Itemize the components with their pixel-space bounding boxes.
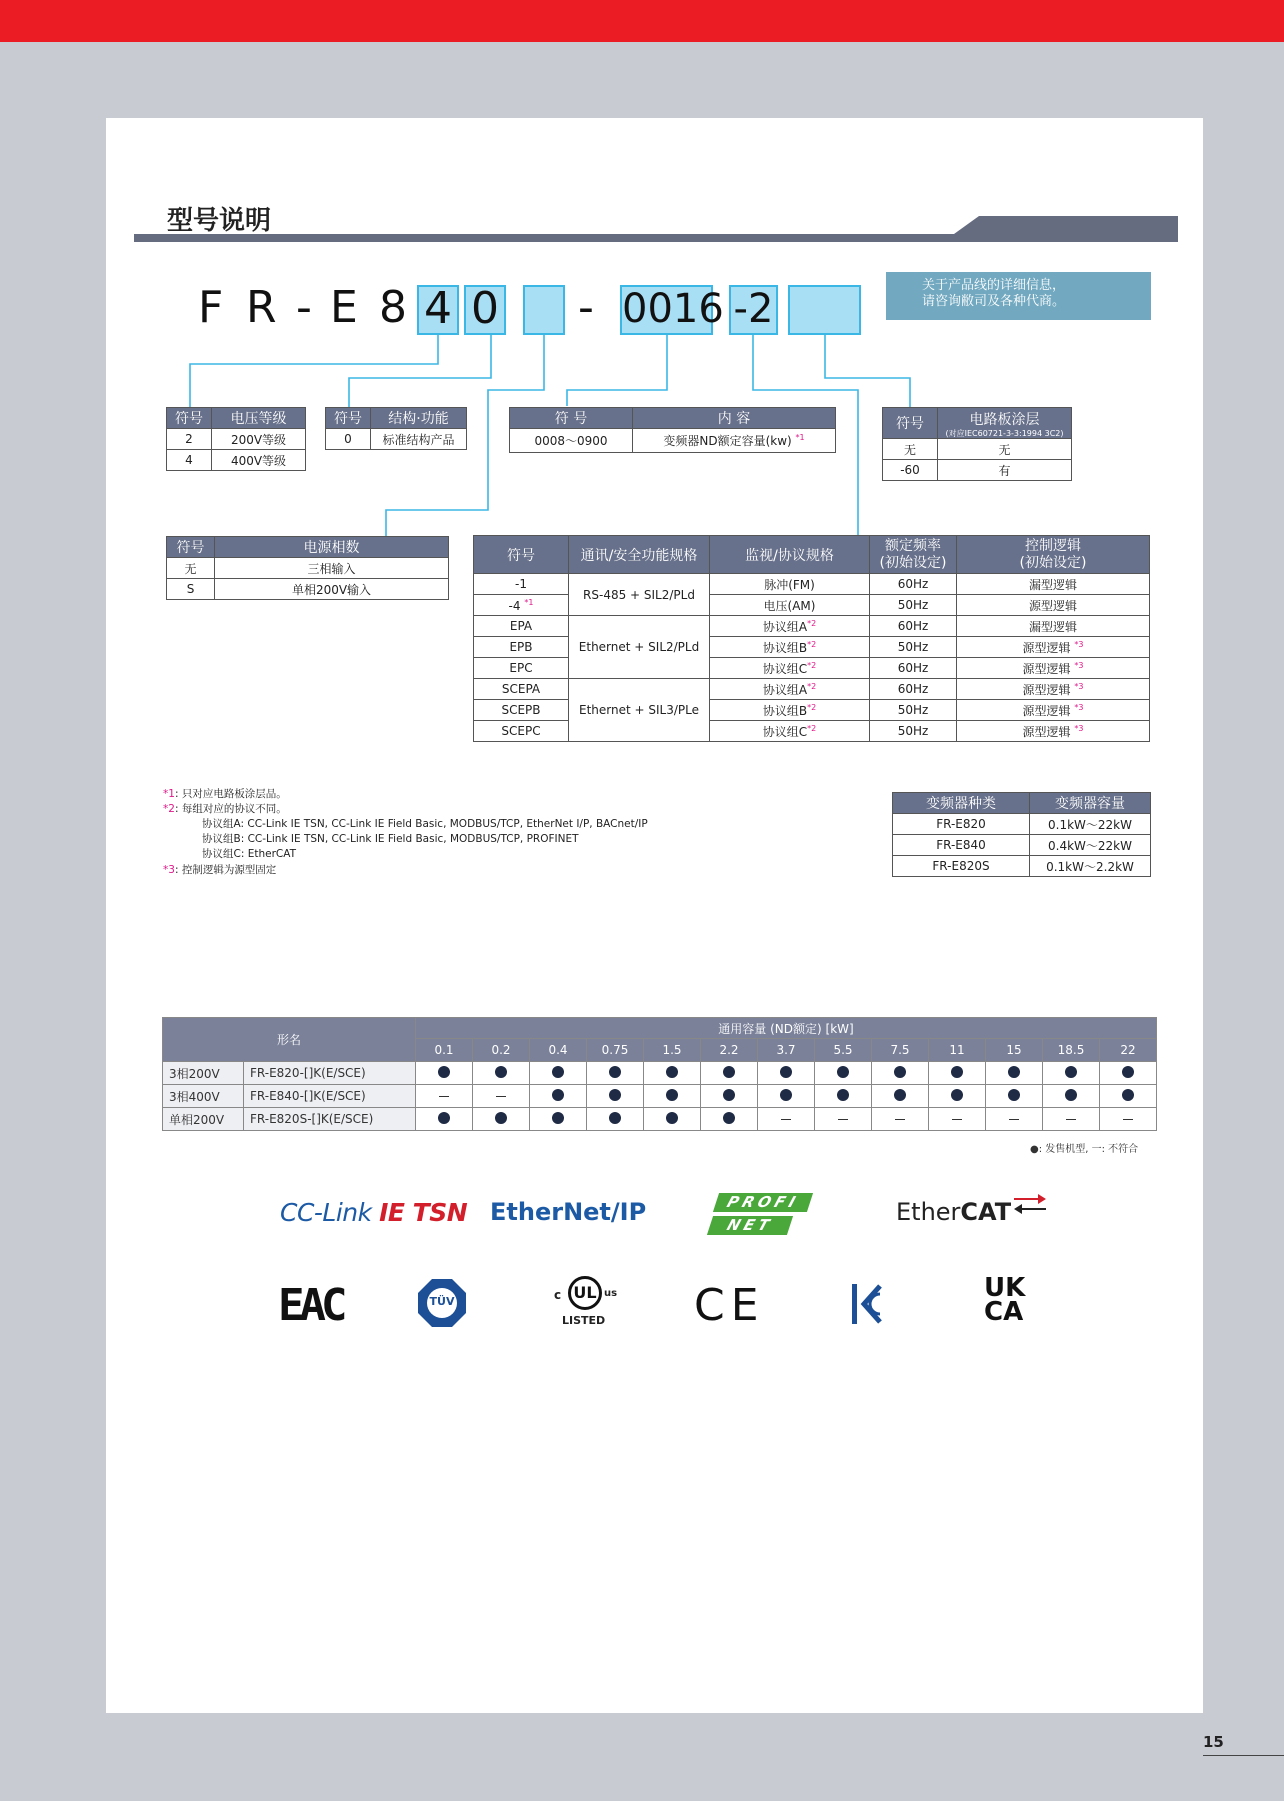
note-line-2: 请咨询敝司及各种代商。 [922,294,1066,309]
available-dot-icon [837,1089,849,1101]
cap-col-header: 2.2 [701,1039,758,1062]
structure-header-function: 结构·功能 [371,408,467,429]
comm-header-freq-b: (初始设定) [879,554,947,571]
coating-header [938,408,1072,439]
comm-monitor-text: 协议组A [762,619,808,634]
types-cell: FR-E820S [893,856,1030,877]
coating-cell: 无 [938,439,1072,460]
footnote-3-mark: *3 [163,864,175,876]
cclink-ie-tsn-logo [280,1198,467,1227]
coating-cell: -60 [883,460,938,481]
comm-symbol: SCEPA [474,679,569,700]
comm-header-logic-a: 控制逻辑 [1025,537,1081,554]
cap-cell [644,1108,701,1131]
available-dot-icon [495,1112,507,1124]
model-char-f: F [198,282,224,333]
not-available-dash-icon [1009,1119,1019,1121]
not-available-dash-icon [1123,1119,1133,1121]
model-box-structure: 0 [464,285,506,335]
cap-row [163,1108,1157,1131]
comm-monitor-sup: *2 [807,618,817,628]
cap-row [163,1085,1157,1108]
ethercat-logo [896,1198,1011,1226]
cap-col-header: 18.5 [1043,1039,1100,1062]
power-cell: 无 [167,558,215,579]
comm-header-comm: 通讯/安全功能规格 [569,536,710,574]
available-dot-icon [780,1066,792,1078]
cap-cell [416,1085,473,1108]
profinet-logo-text-a: PROFI [713,1193,813,1212]
comm-logic-sup: *3 [1074,639,1084,649]
comm-freq: 60Hz [870,574,957,595]
available-dot-icon [552,1112,564,1124]
comm-logic-text: 源型逻辑 [1022,640,1071,655]
ul-logo-listed: LISTED [562,1314,606,1327]
comm-symbol [474,574,569,595]
comm-monitor [710,616,870,637]
available-dot-icon [1122,1089,1134,1101]
comm-symbol: SCEPB [474,700,569,721]
comm-symbol: EPC [474,658,569,679]
comm-freq: 50Hz [870,700,957,721]
model-box-comm: -2 [729,285,778,335]
comm-freq: 60Hz [870,658,957,679]
cap-legend: ●: 发售机型, 一: 不符合 [1030,1144,1139,1155]
cap-row-model: FR-E820-[]K(E/SCE) [244,1062,416,1085]
cap-cell [473,1085,530,1108]
available-dot-icon [609,1112,621,1124]
footnote-1-mark: *1 [163,788,175,800]
cap-cell [701,1108,758,1131]
available-dot-icon [609,1089,621,1101]
available-dot-icon [1008,1066,1020,1078]
comm-logic-text: 源型逻辑 [1022,661,1071,676]
coating-header-symbol: 符号 [883,408,938,439]
comm-logic [957,574,1150,595]
coating-header-title: 电路板涂层 [969,411,1040,428]
comm-logic [957,658,1150,679]
comm-logic [957,700,1150,721]
types-cell: 0.1kW～22kW [1030,814,1151,835]
power-cell: S [167,579,215,600]
cap-cell [530,1085,587,1108]
comm-logic [957,679,1150,700]
cap-col-header: 15 [986,1039,1043,1062]
comm-monitor-sup: *2 [807,702,817,712]
comm-spec-table [473,535,1150,742]
tuv-logo [417,1278,467,1328]
types-cell: FR-E840 [893,835,1030,856]
cap-cell [701,1085,758,1108]
footnote-2c: 协议组C: EtherCAT [202,848,297,860]
cap-row-model: FR-E840-[]K(E/SCE) [244,1085,416,1108]
cap-cell [644,1062,701,1085]
cap-cell [473,1108,530,1131]
voltage-cell: 400V等级 [212,450,306,471]
cap-cell [416,1108,473,1131]
cap-col-header: 5.5 [815,1039,872,1062]
cap-cell [587,1108,644,1131]
comm-symbol-sup: *1 [524,597,534,607]
cap-cell [644,1085,701,1108]
not-available-dash-icon [1066,1119,1076,1121]
cap-cell [929,1062,986,1085]
comm-monitor-sup: *2 [807,681,817,691]
voltage-header-level: 电压等级 [212,408,306,429]
coating-cell: 有 [938,460,1072,481]
not-available-dash-icon [439,1096,449,1098]
model-char-r: R [246,282,277,333]
ethercat-logo-text-a: Ether [896,1198,961,1226]
comm-freq: 60Hz [870,616,957,637]
cclink-logo-text-b: IE TSN [379,1198,468,1227]
cap-cell [530,1062,587,1085]
cap-col-header: 3.7 [758,1039,815,1062]
comm-monitor [710,595,870,616]
model-box-voltage: 4 [417,285,459,335]
available-dot-icon [438,1066,450,1078]
page-number-rule [1203,1755,1284,1756]
cap-col-header: 0.1 [416,1039,473,1062]
comm-monitor-sup: *2 [807,639,817,649]
ul-logo-c: c [554,1288,562,1302]
capacity-header-content: 内 容 [633,408,836,429]
available-dot-icon [723,1089,735,1101]
model-char-8: 8 [379,282,407,333]
power-header-phase: 电源相数 [215,537,449,558]
cap-cell [929,1108,986,1131]
page-number: 15 [1203,1733,1224,1751]
cap-cell [815,1085,872,1108]
cap-col-header: 0.4 [530,1039,587,1062]
footnote-2a: 协议组A: CC-Link IE TSN, CC-Link IE Field Basic, MODBUS/TCP, EtherNet I/P, BACnet/IP [202,818,648,830]
note-line-1: 关于产品线的详细信息， [922,278,1066,293]
types-cell: 0.1kW～2.2kW [1030,856,1151,877]
cap-cell [758,1062,815,1085]
comm-logic-text: 源型逻辑 [1022,682,1071,697]
comm-monitor-text: 协议组A [762,682,808,697]
footnote-3 [163,862,276,877]
types-cell: FR-E820 [893,814,1030,835]
voltage-cell: 200V等级 [212,429,306,450]
comm-symbol-text: -1 [515,577,527,591]
cap-cell [473,1062,530,1085]
not-available-dash-icon [496,1096,506,1098]
comm-monitor-sup: *2 [807,723,817,733]
profinet-logo-text-b: NET [707,1216,793,1235]
ukca-logo-text-2: CA [984,1297,1024,1327]
coating-cell: 无 [883,439,938,460]
cap-cell [758,1085,815,1108]
power-cell: 三相输入 [215,558,449,579]
cap-cell [1100,1108,1157,1131]
available-dot-icon [666,1089,678,1101]
comm-logic [957,721,1150,742]
kc-mark-icon [850,1280,882,1328]
voltage-table [166,407,306,471]
capacity-desc: 变频器ND额定容量(kw) [663,434,792,448]
footnote-2 [163,801,287,816]
comm-logic-sup: *3 [1074,660,1084,670]
cap-cell [986,1085,1043,1108]
comm-monitor-sup: *2 [807,660,817,670]
cap-row [163,1062,1157,1085]
model-char-dash2: - [578,282,594,333]
types-header-kind: 变频器种类 [893,793,1030,814]
footnote-2-mark: *2 [163,803,175,815]
footnote-2-text: : 每组对应的协议不同。 [174,803,287,815]
available-dot-icon [552,1066,564,1078]
comm-monitor [710,658,870,679]
capacity-code-table [509,407,836,453]
cap-cell [1100,1085,1157,1108]
comm-monitor-text: 协议组B [762,640,808,655]
available-dot-icon [1065,1089,1077,1101]
cap-cell [1100,1062,1157,1085]
comm-monitor-text: 电压(AM) [763,598,816,613]
available-dot-icon [723,1066,735,1078]
cap-cell [416,1062,473,1085]
available-dot-icon [1122,1066,1134,1078]
cap-cell [701,1062,758,1085]
types-cell: 0.4kW～22kW [1030,835,1151,856]
comm-group: Ethernet + SIL3/PLe [569,679,710,742]
comm-logic-text: 漏型逻辑 [1028,577,1077,592]
cap-cell [587,1085,644,1108]
comm-symbol: SCEPC [474,721,569,742]
capacity-header-symbol: 符 号 [510,408,633,429]
capacity-cell [633,429,836,453]
types-table [892,792,1151,877]
comm-logic-sup: *3 [1074,702,1084,712]
capacity-cell: 0008～0900 [510,429,633,453]
structure-table [325,407,467,450]
cap-header-name: 形名 [163,1018,416,1062]
ul-logo-text: UL [568,1276,602,1310]
available-dot-icon [951,1066,963,1078]
comm-logic-text: 源型逻辑 [1022,724,1071,739]
cap-cell [1043,1085,1100,1108]
available-dot-icon [780,1089,792,1101]
comm-symbol: EPA [474,616,569,637]
available-dot-icon [552,1089,564,1101]
power-cell: 单相200V输入 [215,579,449,600]
available-dot-icon [894,1066,906,1078]
comm-header-symbol: 符号 [474,536,569,574]
types-header-capacity: 变频器容量 [1030,793,1151,814]
ethernet-ip-logo: EtherNet/IP [490,1198,647,1226]
capacity-note-ref: *1 [795,433,805,442]
comm-monitor [710,574,870,595]
comm-monitor [710,700,870,721]
cap-cell [758,1108,815,1131]
ethercat-arrows-icon [1014,1192,1046,1214]
comm-logic-text: 漏型逻辑 [1028,619,1077,634]
capacity-availability-table [162,1017,1157,1131]
kc-logo [850,1280,882,1328]
cap-row-phase: 3相400V [163,1085,244,1108]
comm-symbol-text: -4 [508,598,521,613]
cap-row-phase: 单相200V [163,1108,244,1131]
comm-header-freq-a: 额定频率 [885,537,941,554]
comm-header-logic [957,536,1150,574]
comm-monitor-text: 协议组C [762,661,808,676]
cap-cell [1043,1062,1100,1085]
cap-col-header: 11 [929,1039,986,1062]
eac-logo: EAC [278,1280,343,1331]
comm-monitor [710,637,870,658]
voltage-cell: 4 [167,450,212,471]
cap-cell [815,1108,872,1131]
voltage-cell: 2 [167,429,212,450]
cap-col-header: 0.75 [587,1039,644,1062]
footnote-2b: 协议组B: CC-Link IE TSN, CC-Link IE Field Basic, MODBUS/TCP, PROFINET [202,833,579,845]
comm-header-monitor: 监视/协议规格 [710,536,870,574]
structure-cell: 0 [326,429,371,450]
comm-monitor-text: 协议组B [762,703,808,718]
footnote-3-text: : 控制逻辑为源型固定 [174,864,277,876]
cap-cell [815,1062,872,1085]
cap-row-phase: 3相200V [163,1062,244,1085]
tuv-logo-text: TÜV [429,1295,455,1308]
available-dot-icon [951,1089,963,1101]
cap-row-model: FR-E820S-[]K(E/SCE) [244,1108,416,1131]
comm-monitor [710,679,870,700]
kc-logo-text [850,1280,851,1281]
comm-monitor-text: 协议组C [762,724,808,739]
cap-cell [1043,1108,1100,1131]
power-header-symbol: 符号 [167,537,215,558]
structure-header-symbol: 符号 [326,408,371,429]
comm-group: RS-485 + SIL2/PLd [569,574,710,616]
available-dot-icon [438,1112,450,1124]
comm-header-logic-b: (初始设定) [1019,554,1087,571]
available-dot-icon [894,1089,906,1101]
cap-col-header: 7.5 [872,1039,929,1062]
page-title: 型号说明 [167,206,272,236]
comm-freq: 60Hz [870,679,957,700]
ethercat-logo-text-b: CAT [960,1198,1012,1226]
comm-logic-text: 源型逻辑 [1022,703,1071,718]
comm-symbol: EPB [474,637,569,658]
coating-table [882,407,1072,481]
ul-listed-logo [552,1276,620,1332]
ce-logo: CE [694,1280,765,1331]
footnote-1-text: : 只对应电路板涂层品。 [174,788,287,800]
structure-cell: 标准结构产品 [371,429,467,450]
cclink-logo-text-a: CC-Link [280,1198,372,1227]
comm-freq: 50Hz [870,721,957,742]
comm-monitor-text: 脉冲(FM) [764,577,815,592]
voltage-header-symbol: 符号 [167,408,212,429]
cap-cell [929,1085,986,1108]
comm-monitor [710,721,870,742]
comm-header-freq [870,536,957,574]
ukca-logo-text-1: UK [984,1273,1026,1303]
comm-freq: 50Hz [870,595,957,616]
not-available-dash-icon [952,1119,962,1121]
not-available-dash-icon [895,1119,905,1121]
cap-cell [986,1108,1043,1131]
ukca-logo [984,1273,1026,1327]
comm-logic-sup: *3 [1074,723,1084,733]
comm-logic-text: 源型逻辑 [1028,598,1077,613]
comm-group: Ethernet + SIL2/PLd [569,616,710,679]
available-dot-icon [609,1066,621,1078]
not-available-dash-icon [838,1119,848,1121]
cap-col-header: 22 [1100,1039,1157,1062]
available-dot-icon [666,1112,678,1124]
cap-cell [530,1108,587,1131]
comm-logic [957,595,1150,616]
cap-col-header: 1.5 [644,1039,701,1062]
cap-cell [986,1062,1043,1085]
cap-cell [872,1085,929,1108]
profinet-logo [708,1193,814,1237]
comm-logic-sup: *3 [1074,681,1084,691]
ul-logo-us: us [604,1288,618,1299]
cap-cell [872,1062,929,1085]
comm-freq: 50Hz [870,637,957,658]
model-box-capacity: 0016 [620,285,713,335]
comm-logic [957,616,1150,637]
power-table [166,536,449,600]
cap-cell [587,1062,644,1085]
model-char-e: E [330,282,358,333]
coating-header-sub: (对应IEC60721-3-3:1994 3C2) [945,428,1064,438]
available-dot-icon [1008,1089,1020,1101]
not-available-dash-icon [781,1119,791,1121]
cap-col-header: 0.2 [473,1039,530,1062]
available-dot-icon [495,1066,507,1078]
cap-cell [872,1108,929,1131]
available-dot-icon [837,1066,849,1078]
model-char-dash: - [296,282,312,333]
comm-symbol [474,595,569,616]
available-dot-icon [666,1066,678,1078]
comm-logic [957,637,1150,658]
footnote-1 [163,786,287,801]
available-dot-icon [723,1112,735,1124]
available-dot-icon [1065,1066,1077,1078]
cap-header-capacity: 通用容量 (ND额定) [kW] [416,1018,1157,1039]
